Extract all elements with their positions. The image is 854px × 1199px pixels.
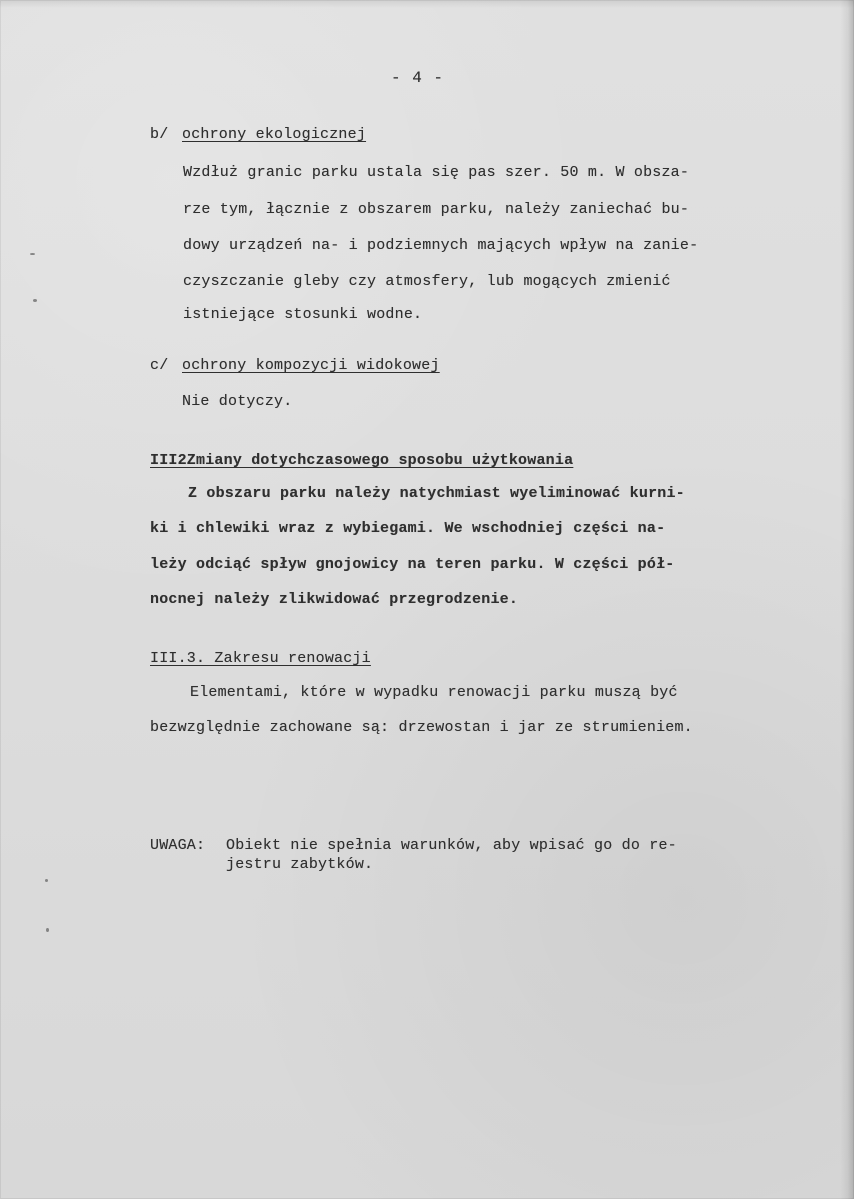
- right-edge-shadow: [840, 0, 854, 1199]
- top-shadow: [0, 0, 854, 8]
- section-iii3-line: Elementami, które w wypadku renowacji parku muszą być: [190, 684, 678, 701]
- left-margin-mark: [45, 879, 48, 882]
- section-c-line: Nie dotyczy.: [182, 393, 293, 410]
- section-b-line: czyszczanie gleby czy atmosfery, lub mogących zmienić: [183, 273, 671, 290]
- note-label: UWAGA:: [150, 837, 206, 854]
- page-number: - 4 -: [391, 69, 445, 87]
- left-margin-mark: [46, 928, 49, 932]
- section-b-line: Wzdłuż granic parku ustala się pas szer. 50 m. W obsza-: [183, 164, 690, 181]
- section-iii2-heading: III2Zmiany dotychczasowego sposobu użytkowania: [150, 452, 574, 469]
- note-line: jestru zabytków.: [226, 856, 374, 873]
- section-iii2-line: ki i chlewiki wraz z wybiegami. We wschodniej części na-: [150, 520, 666, 537]
- section-c-heading: ochrony kompozycji widokowej: [182, 357, 440, 374]
- section-iii2-line: Z obszaru parku należy natychmiast wyeliminować kurni-: [188, 485, 685, 502]
- section-iii3-line: bezwzględnie zachowane są: drzewostan i jar ze strumieniem.: [150, 719, 693, 736]
- section-b-line: dowy urządzeń na- i podziemnych mających wpływ na zanie-: [183, 237, 699, 254]
- section-b-line: istniejące stosunki wodne.: [183, 306, 423, 323]
- section-iii2-line: leży odciąć spływ gnojowicy na teren parku. W części pół-: [150, 556, 675, 573]
- section-iii3-heading: III.3. Zakresu renowacji: [150, 650, 371, 667]
- section-b-label: b/: [150, 126, 169, 143]
- left-margin-mark: [33, 299, 37, 302]
- left-margin-mark: [30, 253, 35, 255]
- note-line: Obiekt nie spełnia warunków, aby wpisać go do re-: [226, 837, 677, 854]
- section-b-line: rze tym, łącznie z obszarem parku, należy zaniechać bu-: [183, 201, 690, 218]
- section-c-label: c/: [150, 357, 169, 374]
- section-iii2-line: nocnej należy zlikwidować przegrodzenie.: [150, 591, 519, 608]
- section-b-heading: ochrony ekologicznej: [182, 126, 367, 143]
